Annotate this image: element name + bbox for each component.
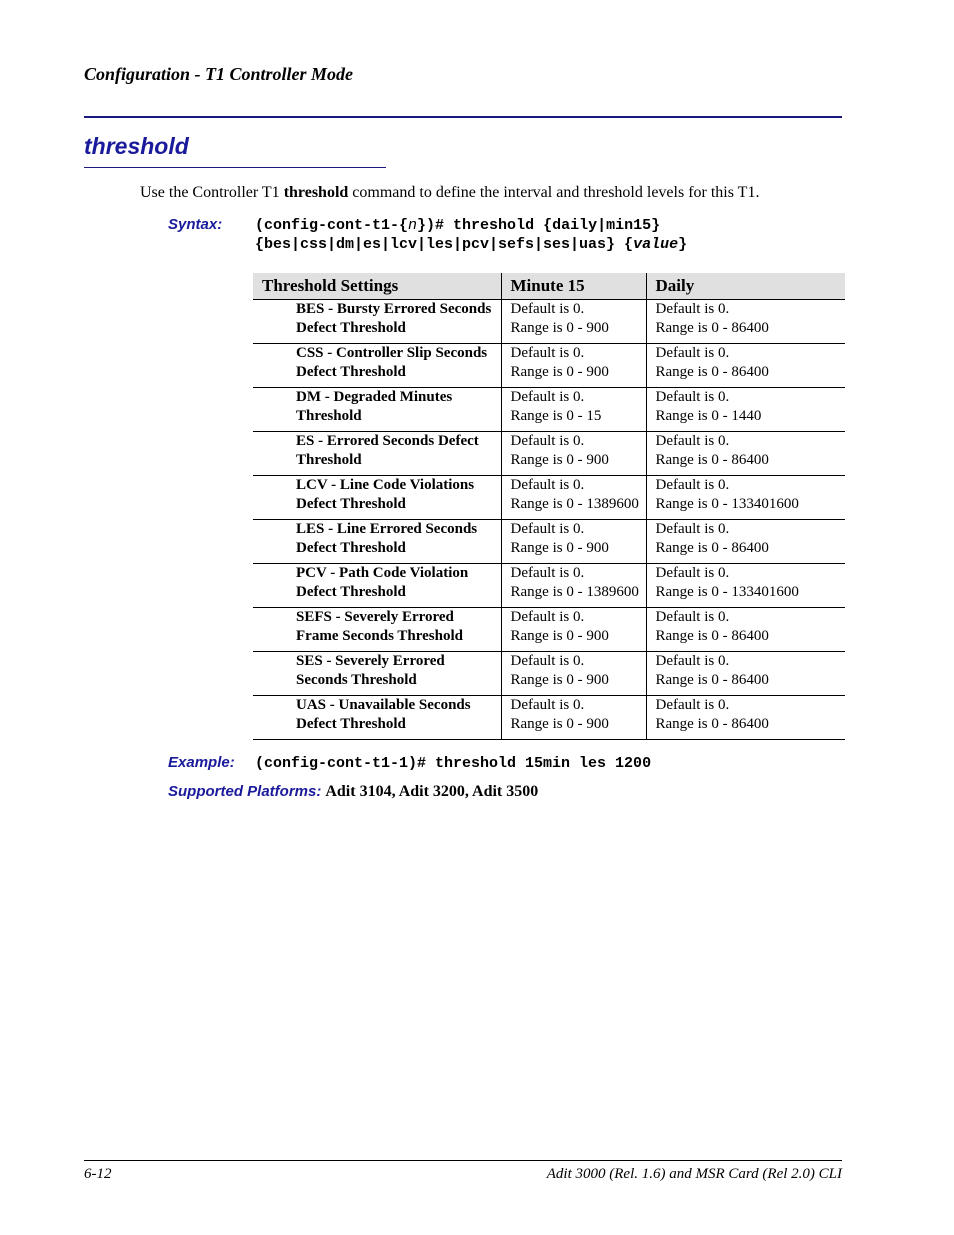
minute15-value-line-1: Default is 0. [510,609,585,625]
section-title-rule [84,167,386,168]
daily-value [646,300,845,344]
syntax-line-1-b: })# threshold {daily|min15} [417,217,661,234]
threshold-name-line-1: PCV - Path Code Violation [296,565,469,581]
threshold-name [253,696,501,740]
daily-value-line-2: Range is 0 - 86400 [655,452,769,468]
minute15-value-line-1: Default is 0. [510,653,585,669]
daily-value [646,432,845,476]
threshold-table [253,273,845,740]
threshold-name-line-1: SES - Severely Errored [296,653,445,669]
minute15-value-line-2: Range is 0 - 900 [510,540,609,556]
minute15-value-line-1: Default is 0. [510,565,585,581]
minute15-value [501,300,646,344]
daily-value-line-1: Default is 0. [655,477,730,493]
footer-rule [84,1160,842,1161]
header-threshold-settings: Threshold Settings [253,273,501,300]
daily-value-line-1: Default is 0. [655,653,730,669]
table-row [253,696,845,740]
table-header-row [253,273,845,300]
minute15-value-line-2: Range is 0 - 900 [510,716,609,732]
threshold-name-line-2: Seconds Threshold [296,672,417,688]
example-command: (config-cont-t1-1)# threshold 15min les 1200 [255,755,652,772]
minute15-value-line-1: Default is 0. [510,433,585,449]
threshold-name-line-2: Defect Threshold [296,716,406,732]
platforms-label: Supported Platforms: [168,783,322,800]
intro-paragraph [140,184,759,202]
syntax-var-n: n [408,217,418,234]
threshold-name [253,476,501,520]
minute15-value [501,652,646,696]
minute15-value [501,476,646,520]
minute15-value-line-1: Default is 0. [510,345,585,361]
threshold-name-line-2: Defect Threshold [296,320,406,336]
table-row [253,476,845,520]
threshold-name-line-1: UAS - Unavailable Seconds [296,697,471,713]
daily-value-line-2: Range is 0 - 1440 [655,408,762,424]
platforms-value: Adit 3104, Adit 3200, Adit 3500 [325,783,539,800]
syntax-line-2-b: } [678,236,688,253]
minute15-value-line-2: Range is 0 - 1389600 [510,496,639,512]
threshold-name-line-1: ES - Errored Seconds Defect [296,433,479,449]
threshold-name-line-1: BES - Bursty Errored Seconds [296,301,492,317]
threshold-name-line-1: SEFS - Severely Errored [296,609,454,625]
minute15-value-line-1: Default is 0. [510,697,585,713]
daily-value [646,476,845,520]
daily-value-line-1: Default is 0. [655,301,730,317]
daily-value-line-2: Range is 0 - 86400 [655,320,769,336]
minute15-value-line-2: Range is 0 - 900 [510,672,609,688]
syntax-line-1-a: (config-cont-t1-{ [255,217,409,234]
daily-value-line-2: Range is 0 - 133401600 [655,584,799,600]
threshold-name-line-1: LES - Line Errored Seconds [296,521,478,537]
daily-value [646,652,845,696]
daily-value-line-2: Range is 0 - 86400 [655,628,769,644]
syntax-label: Syntax: [168,216,223,233]
minute15-value-line-2: Range is 0 - 900 [510,452,609,468]
table-row [253,652,845,696]
daily-value [646,564,845,608]
threshold-name-line-2: Defect Threshold [296,496,406,512]
document-title: Adit 3000 (Rel. 1.6) and MSR Card (Rel 2.0) CLI [546,1166,842,1182]
daily-value-line-1: Default is 0. [655,609,730,625]
table-row [253,432,845,476]
daily-value-line-1: Default is 0. [655,521,730,537]
table-row [253,388,845,432]
threshold-name [253,344,501,388]
minute15-value-line-2: Range is 0 - 900 [510,320,609,336]
threshold-name [253,388,501,432]
page-number: 6-12 [84,1166,112,1182]
minute15-value [501,520,646,564]
minute15-value [501,344,646,388]
minute15-value-line-2: Range is 0 - 900 [510,628,609,644]
threshold-name-line-2: Threshold [296,408,362,424]
daily-value-line-2: Range is 0 - 133401600 [655,496,799,512]
example-label: Example: [168,754,235,771]
threshold-name-line-1: LCV - Line Code Violations [296,477,475,493]
minute15-value [501,388,646,432]
threshold-name-line-2: Defect Threshold [296,364,406,380]
daily-value-line-1: Default is 0. [655,345,730,361]
header-daily: Daily [646,273,845,300]
daily-value [646,520,845,564]
daily-value-line-2: Range is 0 - 86400 [655,672,769,688]
header-rule [84,116,842,118]
threshold-name [253,652,501,696]
daily-value-line-2: Range is 0 - 86400 [655,716,769,732]
syntax-line-1 [255,217,660,234]
daily-value-line-1: Default is 0. [655,697,730,713]
threshold-name [253,564,501,608]
table-row [253,520,845,564]
daily-value-line-2: Range is 0 - 86400 [655,364,769,380]
threshold-name [253,520,501,564]
header-minute-15: Minute 15 [501,273,646,300]
threshold-name [253,300,501,344]
syntax-var-value: value [633,236,679,253]
threshold-name-line-2: Threshold [296,452,362,468]
daily-value-line-1: Default is 0. [655,565,730,581]
minute15-value [501,696,646,740]
minute15-value [501,432,646,476]
syntax-line-2-a: {bes|css|dm|es|lcv|les|pcv|sefs|ses|uas} { [255,236,634,253]
table-row [253,300,845,344]
table-row [253,344,845,388]
minute15-value-line-2: Range is 0 - 900 [510,364,609,380]
minute15-value-line-1: Default is 0. [510,301,585,317]
minute15-value-line-2: Range is 0 - 15 [510,408,602,424]
daily-value-line-1: Default is 0. [655,389,730,405]
intro-text-before: Use the Controller T1 [140,184,284,201]
minute15-value-line-2: Range is 0 - 1389600 [510,584,639,600]
syntax-line-2 [255,236,687,253]
threshold-name-line-2: Frame Seconds Threshold [296,628,463,644]
daily-value [646,388,845,432]
table-row [253,564,845,608]
minute15-value [501,608,646,652]
minute15-value [501,564,646,608]
daily-value [646,696,845,740]
daily-value-line-1: Default is 0. [655,433,730,449]
table-row [253,608,845,652]
threshold-name-line-1: DM - Degraded Minutes [296,389,453,405]
daily-value [646,344,845,388]
daily-value [646,608,845,652]
minute15-value-line-1: Default is 0. [510,477,585,493]
threshold-name-line-2: Defect Threshold [296,584,406,600]
threshold-name-line-1: CSS - Controller Slip Seconds [296,345,488,361]
section-title: threshold [84,133,189,159]
daily-value-line-2: Range is 0 - 86400 [655,540,769,556]
threshold-name-line-2: Defect Threshold [296,540,406,556]
minute15-value-line-1: Default is 0. [510,389,585,405]
platforms-line [168,783,538,801]
minute15-value-line-1: Default is 0. [510,521,585,537]
threshold-name [253,432,501,476]
intro-text-after: command to define the interval and threshold levels for this T1. [348,184,760,201]
running-header: Configuration - T1 Controller Mode [84,64,354,84]
intro-command: threshold [283,184,349,201]
threshold-name [253,608,501,652]
